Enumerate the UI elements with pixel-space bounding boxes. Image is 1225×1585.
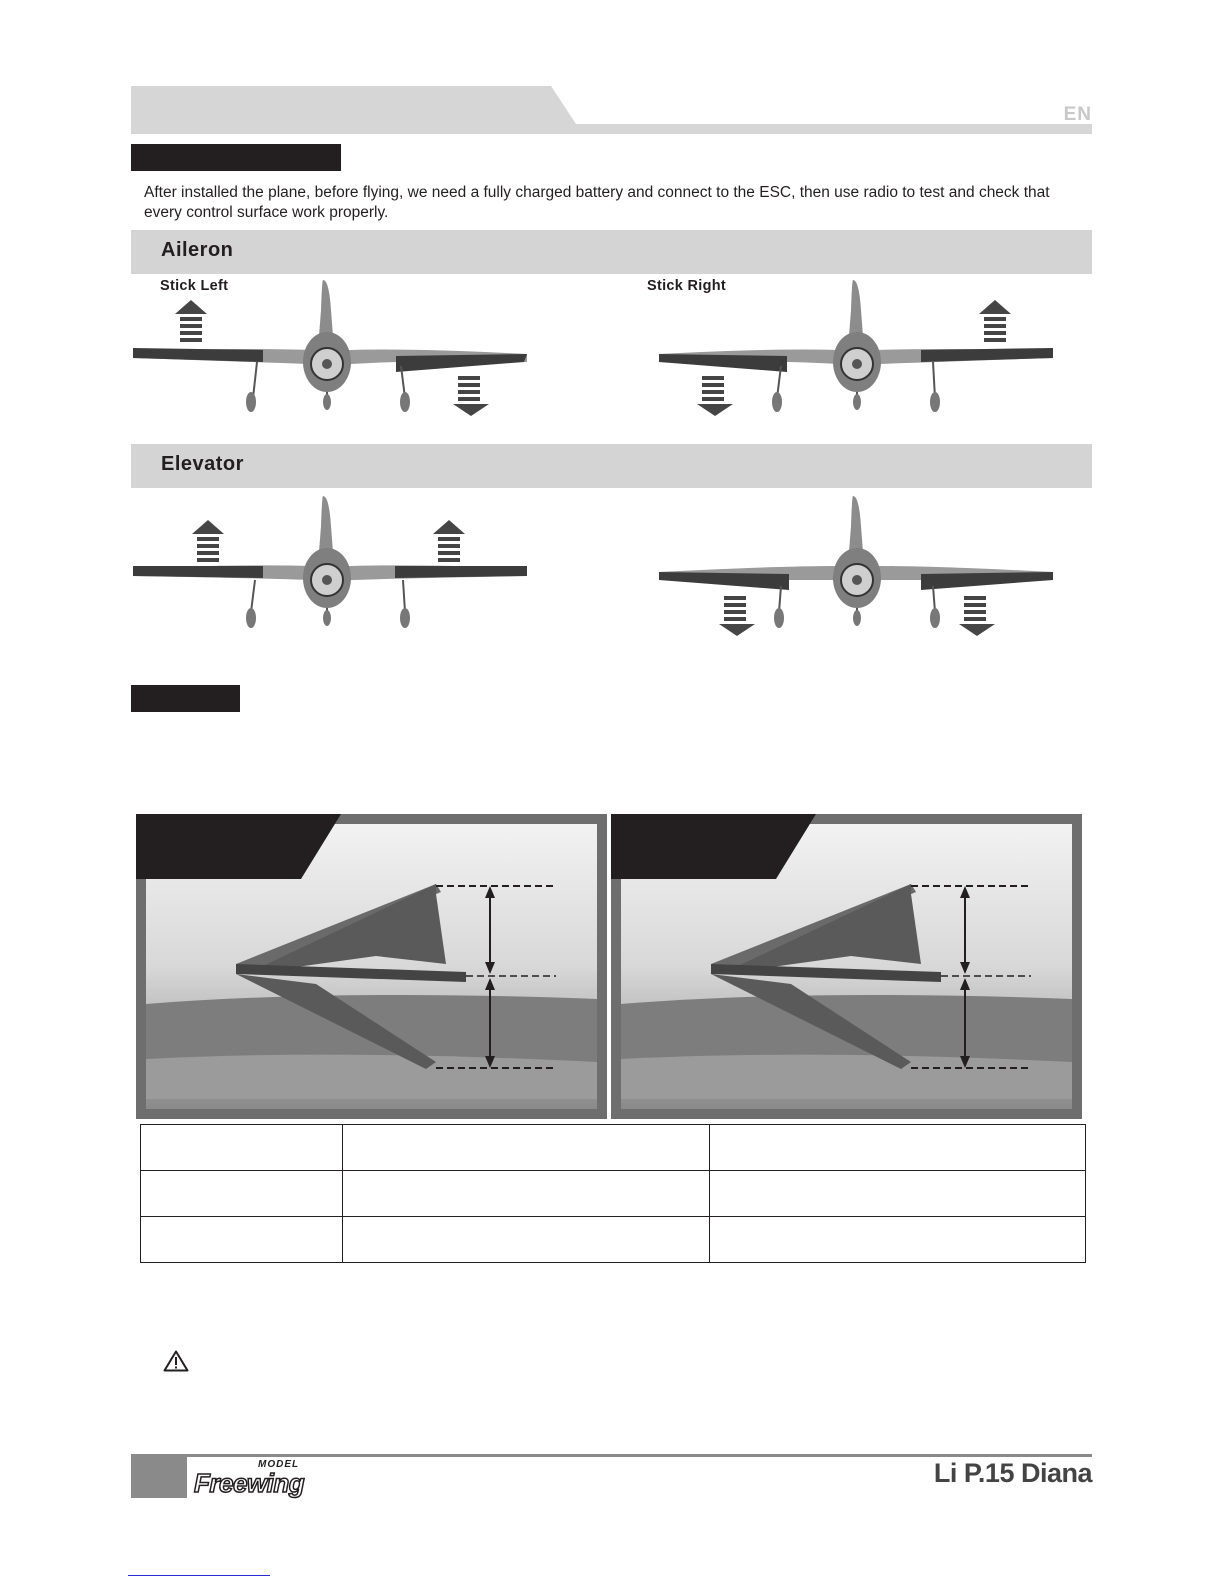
control-throw-panel-low — [136, 814, 607, 1119]
freewing-logo — [194, 1460, 314, 1496]
control-throw-table — [140, 1124, 1086, 1263]
model-name: Li P.15 Diana — [933, 1458, 1092, 1488]
table-row — [141, 1125, 1086, 1171]
stick-right-label: Stick Right — [647, 278, 727, 294]
elevator-band — [131, 444, 1092, 488]
warning-triangle-icon — [163, 1350, 189, 1372]
plane-elevator-down — [657, 496, 1057, 641]
table-row — [141, 1171, 1086, 1217]
footer-rule — [131, 1454, 1092, 1457]
aileron-title: Aileron — [161, 239, 234, 261]
striped-arrow-down-icon — [453, 376, 489, 416]
striped-arrow-down-icon — [959, 596, 995, 636]
striped-arrow-up-icon — [192, 520, 224, 562]
plane-elevator-up — [131, 496, 531, 636]
bottom-underline — [128, 1575, 270, 1576]
logo-brand-text: Freewing — [194, 1468, 305, 1498]
striped-arrow-down-icon — [697, 376, 733, 416]
section-title-bar-2 — [131, 685, 240, 712]
plane-aileron-left — [131, 280, 531, 420]
header-band — [131, 86, 1092, 134]
aileron-band — [131, 230, 1092, 274]
page-number-box — [131, 1454, 187, 1498]
striped-arrow-up-icon — [175, 300, 207, 342]
striped-arrow-down-icon — [719, 596, 755, 636]
elevator-title: Elevator — [161, 453, 244, 475]
intro-paragraph: After installed the plane, before flying, we need a fully charged battery and connect to the ESC, then use radio to test and check that every control surface work properly. — [144, 184, 1050, 221]
table-row — [141, 1217, 1086, 1263]
language-label: EN — [1063, 104, 1092, 125]
striped-arrow-up-icon — [979, 300, 1011, 342]
striped-arrow-up-icon — [433, 520, 465, 562]
control-throw-panel-high — [611, 814, 1082, 1119]
logo-model-text: MODEL — [258, 1459, 300, 1470]
section-title-bar — [131, 144, 341, 171]
plane-aileron-right — [657, 280, 1057, 420]
stick-left-label: Stick Left — [160, 278, 229, 294]
